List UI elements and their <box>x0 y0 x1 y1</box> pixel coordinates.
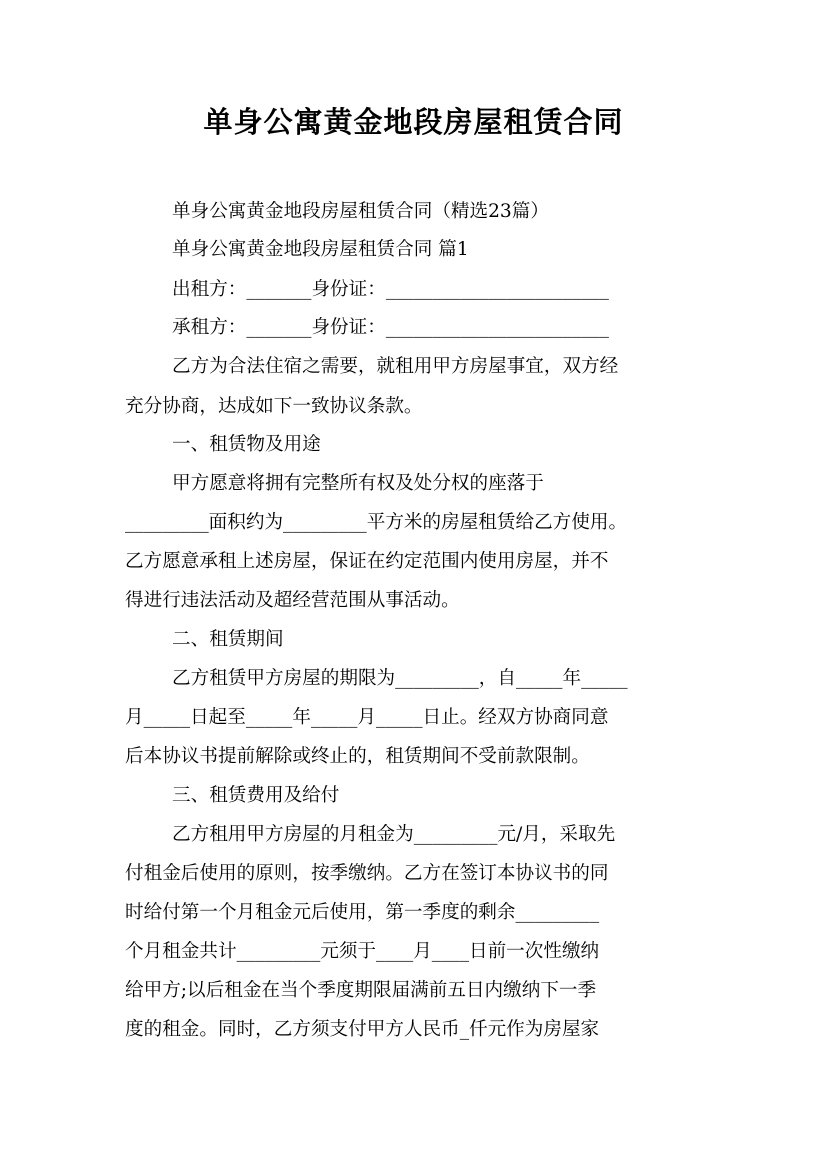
doc-section-heading: 单身公寓黄金地段房屋租赁合同 篇1 <box>172 239 469 260</box>
paragraph-line: 乙方为合法住宿之需要，就租用甲方房屋事宜，双方经 <box>172 356 619 377</box>
clause-heading: 三、租赁费用及给付 <box>172 785 340 806</box>
paragraph-line: 给甲方;以后租金在当个季度期限届满前五日内缴纳下一季 <box>125 980 597 1001</box>
paragraph-line: 甲方愿意将拥有完整所有权及处分权的座落于 <box>172 473 544 494</box>
paragraph-line: _________面积约为_________平方米的房屋租赁给乙方使用。 <box>125 512 628 533</box>
paragraph-line: 时给付第一个月租金元后使用，第一季度的剩余_________ <box>125 902 600 923</box>
paragraph-line: 后本协议书提前解除或终止的，租赁期间不受前款限制。 <box>125 746 590 767</box>
doc-subtitle: 单身公寓黄金地段房屋租赁合同（精选23篇） <box>172 201 549 222</box>
paragraph-line: 个月租金共计_________元须于____月____日前一次性缴纳 <box>125 941 600 962</box>
lessor-line: 出租方：_______身份证：________________________ <box>172 279 609 300</box>
paragraph-line: 得进行违法活动及超经营范围从事活动。 <box>125 590 460 611</box>
paragraph-line: 乙方愿意承租上述房屋，保证在约定范围内使用房屋，并不 <box>125 551 609 572</box>
document-title: 单身公寓黄金地段房屋租赁合同 <box>203 105 624 139</box>
paragraph-line: 乙方租用甲方房屋的月租金为_________元/月，采取先 <box>172 824 616 845</box>
lessee-line: 承租方：_______身份证：________________________ <box>172 317 609 338</box>
paragraph-line: 付租金后使用的原则，按季缴纳。乙方在签订本协议书的同 <box>125 863 609 884</box>
paragraph-line: 度的租金。同时，乙方须支付甲方人民币_仟元作为房屋家 <box>125 1019 600 1040</box>
paragraph-line: 乙方租赁甲方房屋的期限为_________，自_____年_____ <box>172 668 628 689</box>
clause-heading: 一、租赁物及用途 <box>172 434 321 455</box>
paragraph-line: 充分协商，达成如下一致协议条款。 <box>125 396 423 417</box>
clause-heading: 二、租赁期间 <box>172 629 284 650</box>
paragraph-line: 月_____日起至_____年_____月_____日止。经双方协商同意 <box>125 707 609 728</box>
